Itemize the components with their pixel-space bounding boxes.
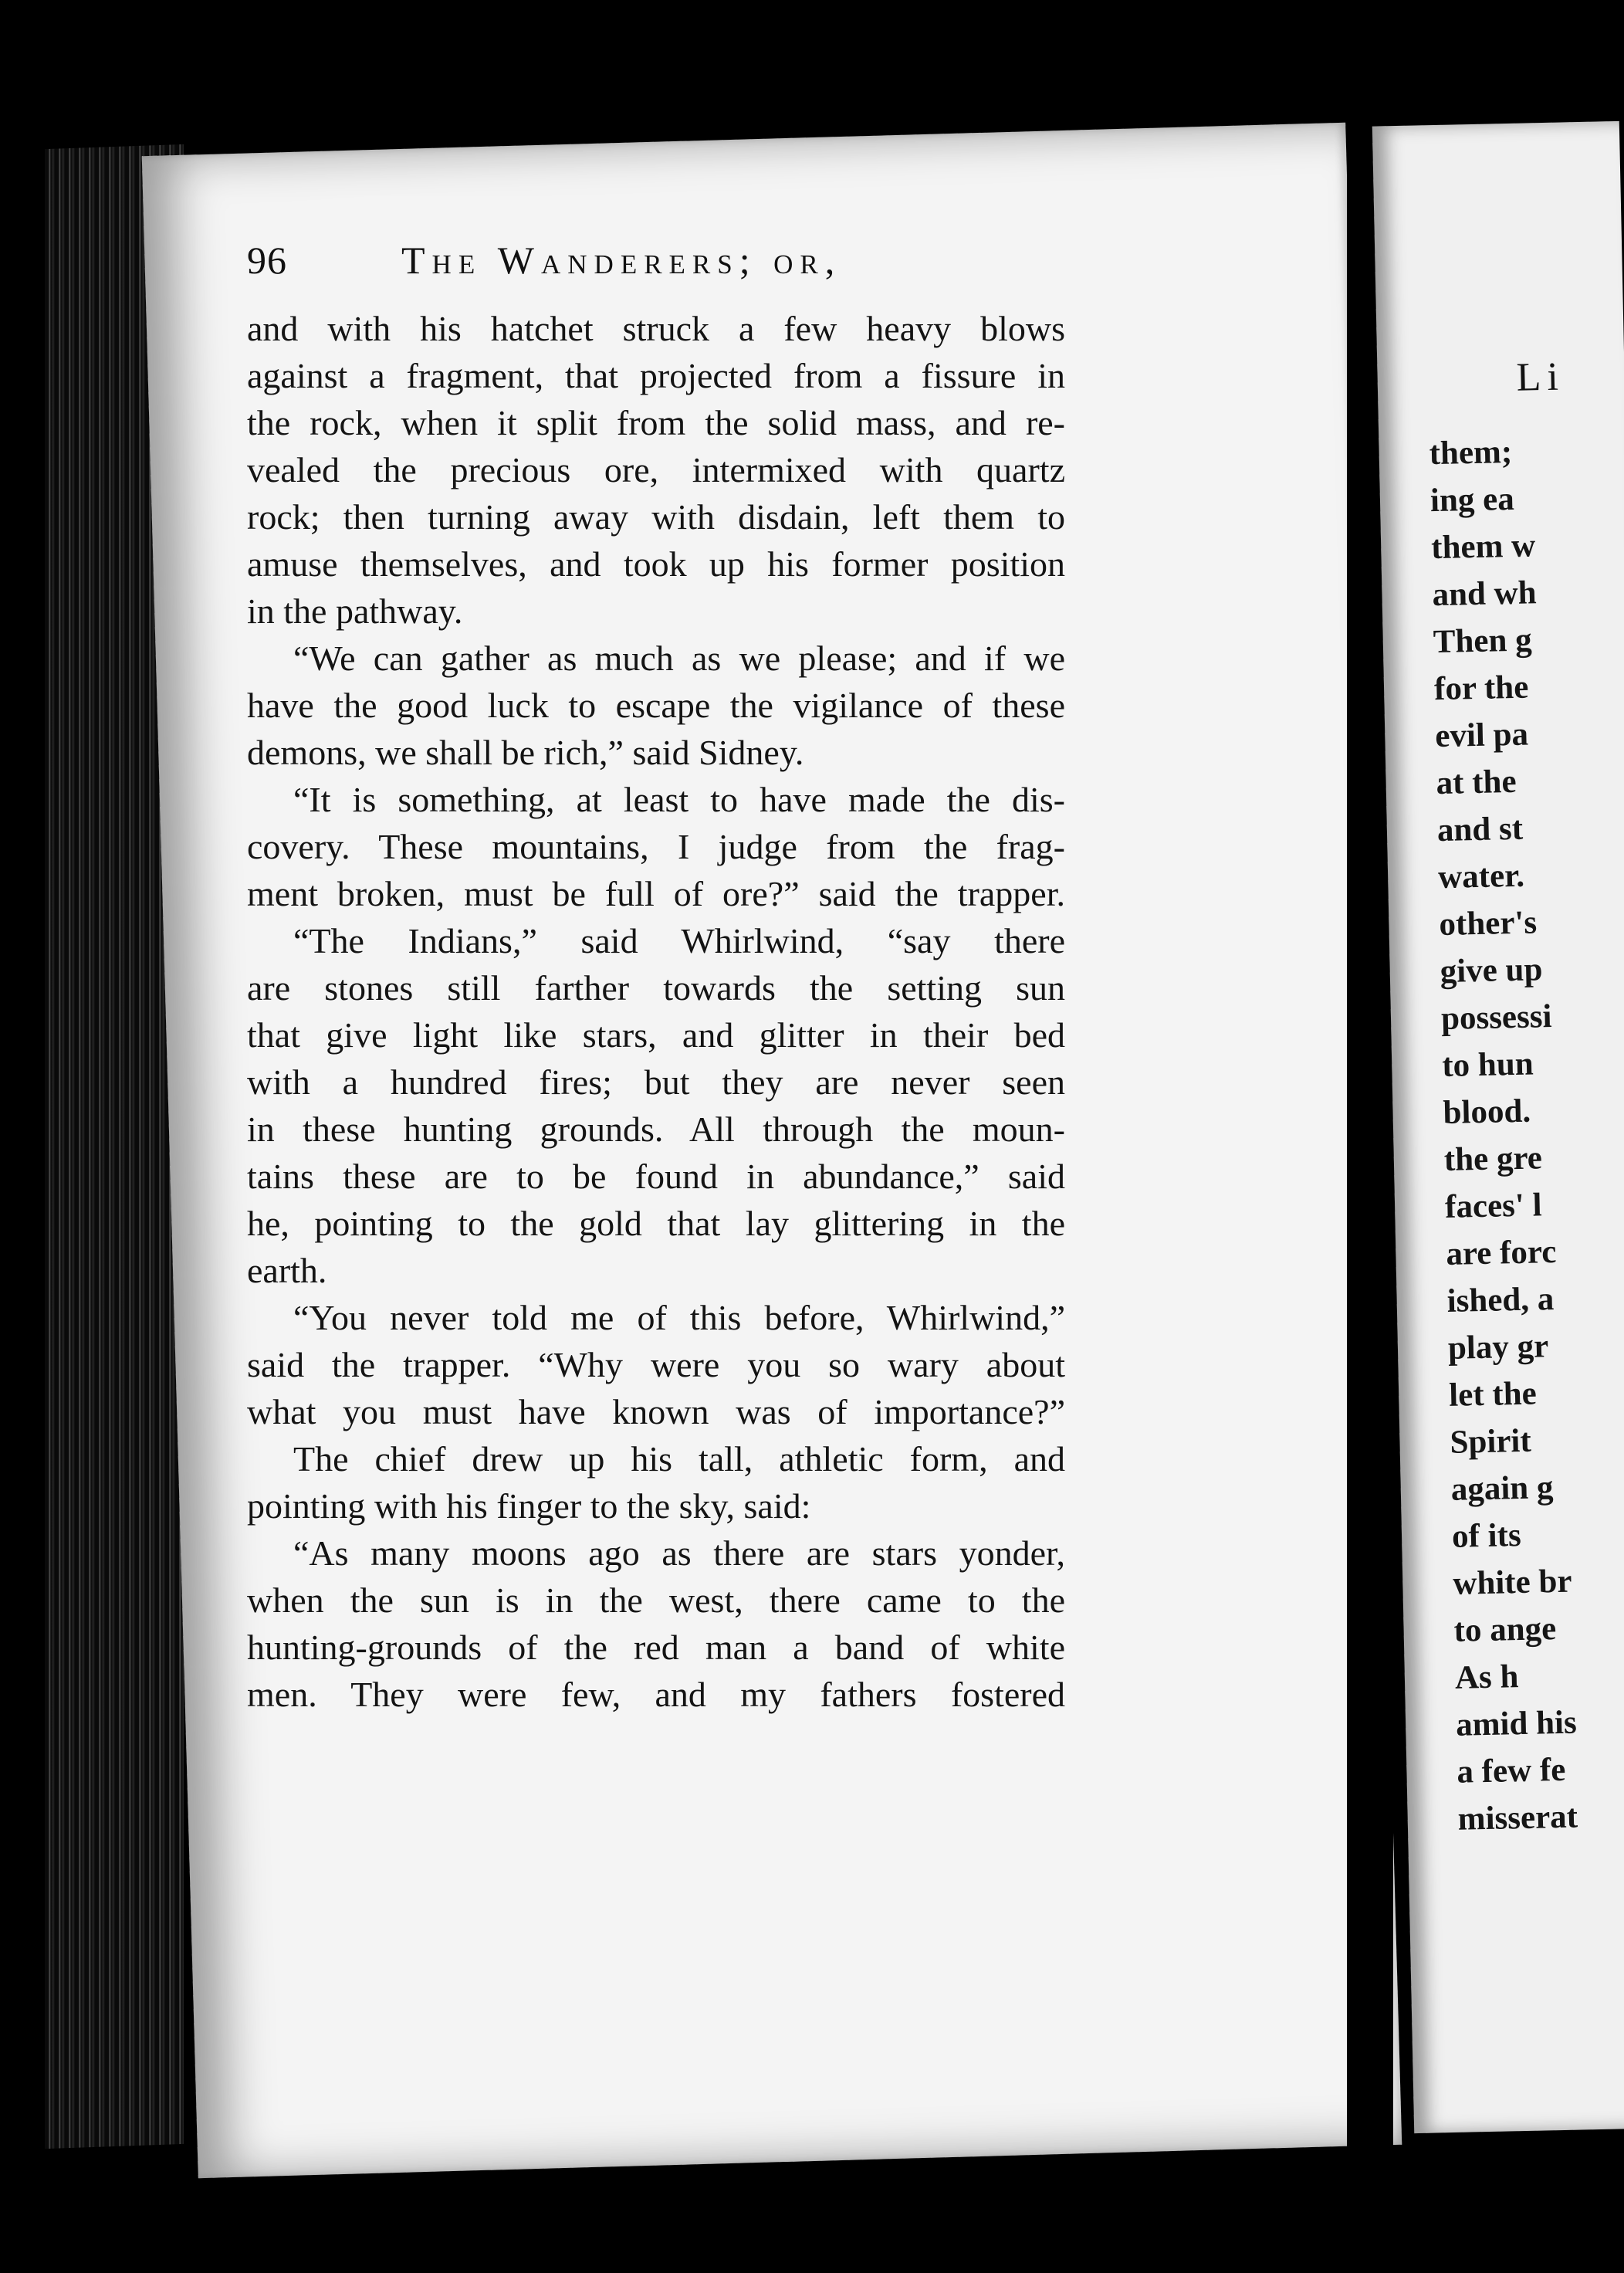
text-line: misserat xyxy=(1457,1798,1578,1838)
text-line: in the pathway. xyxy=(247,591,463,631)
text-line: and wh xyxy=(1432,574,1538,614)
text-line: again g xyxy=(1450,1469,1554,1508)
text-line: tains these are to be found in abundance,” said xyxy=(247,1157,1065,1196)
text-line: white br xyxy=(1452,1563,1572,1602)
text-line: to hun xyxy=(1441,1045,1534,1085)
text-line: faces' l xyxy=(1444,1187,1542,1225)
text-line: blood. xyxy=(1443,1092,1531,1131)
text-line: pointing with his finger to the sky, said: xyxy=(247,1486,811,1526)
text-line: “We can gather as much as we please; and if we xyxy=(293,639,1065,678)
text-line: to ange xyxy=(1453,1611,1557,1649)
text-line: the gre xyxy=(1443,1140,1543,1178)
text-line: and st xyxy=(1436,810,1524,849)
text-line: play gr xyxy=(1447,1328,1549,1367)
text-line: The chief drew up his tall, athletic form, and xyxy=(293,1439,1065,1479)
text-line: in these hunting grounds. All through the moun- xyxy=(247,1109,1065,1149)
text-line: amuse themselves, and took up his former position xyxy=(247,544,1065,584)
text-line: said the trapper. “Why were you so wary about xyxy=(247,1345,1065,1384)
text-line: water. xyxy=(1437,857,1525,896)
text-line: them; xyxy=(1429,433,1513,473)
text-line: other's xyxy=(1438,904,1538,943)
running-title: The Wanderers; or, xyxy=(401,239,842,282)
text-line: earth. xyxy=(247,1251,327,1290)
right-page xyxy=(1372,121,1624,2133)
text-line: covery. These mountains, I judge from the frag- xyxy=(247,827,1065,866)
text-line: he, pointing to the gold that lay glittering in the xyxy=(247,1204,1065,1243)
text-line: “It is something, at least to have made the dis- xyxy=(293,780,1065,819)
text-line: Spirit xyxy=(1450,1422,1532,1461)
text-line: evil pa xyxy=(1434,716,1529,755)
text-line: at the xyxy=(1436,763,1517,802)
text-line: when the sun is in the west, there came to the xyxy=(247,1580,1065,1620)
text-line: of its xyxy=(1451,1517,1522,1555)
text-line: demons, we shall be rich,” said Sidney. xyxy=(247,733,804,772)
right-page-text xyxy=(1429,424,1624,1843)
page-header xyxy=(247,232,1003,301)
text-line: rock; then turning away with disdain, left them to xyxy=(247,497,1065,537)
text-line: hunting-grounds of the red man a band of white xyxy=(247,1628,1065,1667)
text-line: and with his hatchet struck a few heavy blows xyxy=(247,309,1065,348)
text-line: ing ea xyxy=(1429,480,1515,520)
text-line: “The Indians,” said Whirlwind, “say there xyxy=(293,921,1065,960)
page-number: 96 xyxy=(247,239,287,282)
text-line: As h xyxy=(1454,1658,1519,1696)
text-line: men. They were few, and my fathers fostered xyxy=(247,1675,1065,1714)
body-text xyxy=(247,305,1065,1718)
text-line: have the good luck to escape the vigilance of these xyxy=(247,686,1065,725)
text-line: vealed the precious ore, intermixed with quartz xyxy=(247,450,1065,489)
text-line: are forc xyxy=(1445,1233,1557,1272)
text-line: them w xyxy=(1430,527,1536,567)
text-line: give up xyxy=(1440,951,1543,991)
text-line: a few fe xyxy=(1456,1751,1566,1790)
text-line: against a fragment, that projected from a fissure in xyxy=(247,356,1065,395)
text-line: that give light like stars, and glitter in their bed xyxy=(247,1015,1065,1055)
text-line: possessi xyxy=(1440,998,1552,1038)
text-line: Then g xyxy=(1433,622,1533,661)
right-running-title: Li xyxy=(1516,354,1565,400)
text-line: let the xyxy=(1448,1375,1538,1414)
text-line: “You never told me of this before, Whirlwind,” xyxy=(293,1298,1065,1337)
text-line: ished, a xyxy=(1446,1281,1555,1319)
text-line: what you must have known was of importance?” xyxy=(247,1392,1065,1431)
text-line: ment broken, must be full of ore?” said the trapper. xyxy=(247,874,1065,913)
text-line: are stones still farther towards the setting sun xyxy=(247,968,1065,1008)
text-line: “As many moons ago as there are stars yonder, xyxy=(293,1533,1065,1573)
text-line: the rock, when it split from the solid mass, and re- xyxy=(247,403,1065,442)
text-line: for the xyxy=(1433,669,1529,708)
text-line: amid his xyxy=(1455,1704,1578,1743)
text-line: with a hundred fires; but they are never seen xyxy=(247,1062,1065,1102)
